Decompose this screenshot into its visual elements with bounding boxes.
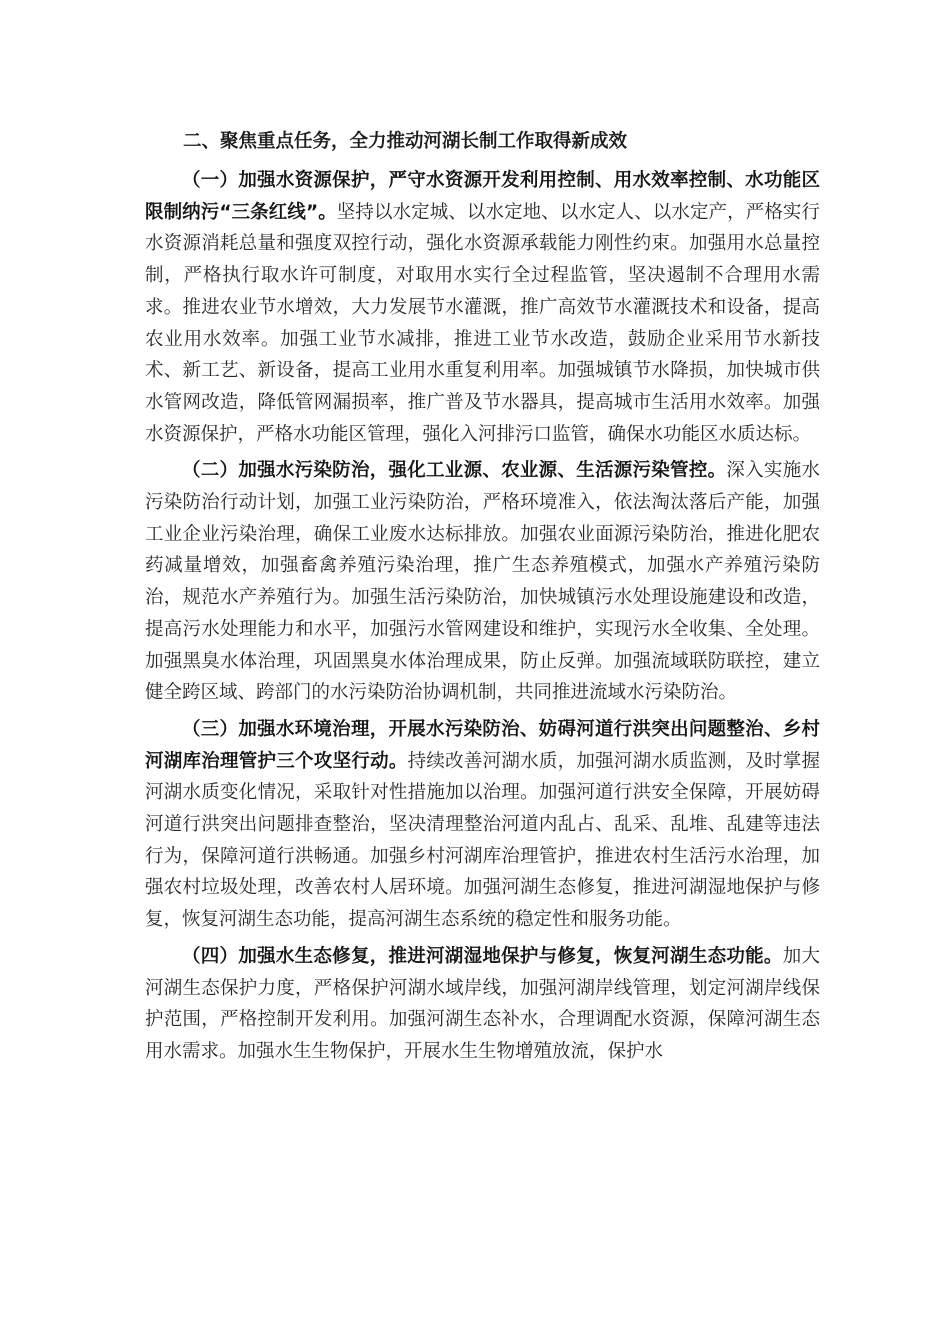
paragraph-lead: （一）加强水资源保护，严守水资源开发利用控制、用水效率控制、水功能区限制纳污“三条红线”。 [145, 170, 820, 223]
paragraph-body: 深入实施水污染防治行动计划，加强工业污染防治，严格环境准入，依法淘汰落后产能，加强工业企业污染治理，确保工业废水达标排放。加强农业面源污染防治，推进化肥农药减量增效，加强畜禽养殖污染治理，推广生态养殖模式，加强水产养殖污染防治，规范水产养殖行为。加强生活污染防治，加快城镇污水处理设施建设和改造，提高污水处理能力和水平，加强污水管网建设和维护，实现污水全收集、全处理。加强黑臭水体治理，巩固黑臭水体治理成果，防止反弹。加强流域联防联控，建立健全跨区域、跨部门的水污染防治协调机制，共同推进流域水污染防治。 [145, 460, 820, 704]
paragraph-water-resources [145, 165, 820, 450]
paragraph-body: 坚持以水定城、以水定地、以水定人、以水定产，严格实行水资源消耗总量和强度双控行动，强化水资源承载能力刚性约束。加强用水总量控制，严格执行取水许可制度，对取用水实行全过程监管，坚决遏制不合理用水需求。推进农业节水增效，大力发展节水灌溉，推广高效节水灌溉技术和设备，提高农业用水效率。加强工业节水减排，推进工业节水改造，鼓励企业采用节水新技术、新工艺、新设备，提高工业用水重复利用率。加强城镇节水降损，加快城市供水管网改造，降低管网漏损率，推广普及节水器具，提高城市生活用水效率。加强水资源保护，严格水功能区管理，强化入河排污口监管，确保水功能区水质达标。 [145, 201, 820, 445]
section-heading: 二、聚焦重点任务，全力推动河湖长制工作取得新成效 [183, 131, 628, 152]
paragraph-lead: （三）加强水环境治理，开展水污染防治、妨碍河道行洪突出问题整治、乡村河湖库治理管护三个攻坚行动。 [145, 718, 820, 772]
document-body [145, 124, 820, 1073]
paragraph-lead: （二）加强水污染防治，强化工业源、农业源、生活源污染管控。 [182, 460, 727, 482]
paragraph-environment-governance [145, 714, 820, 936]
paragraph-pollution-control [145, 455, 820, 709]
paragraph-body: 持续改善河湖水质，加强河湖水质监测，及时掌握河湖水质变化情况，采取针对性措施加以治理。加强河道行洪安全保障，开展妨碍河道行洪突出问题排查整治，坚决清理整治河道内乱占、乱采、乱堆、乱建等违法行为，保障河道行洪畅通。加强乡村河湖库治理管护，推进农村生活污水治理，加强农村垃圾处理，改善农村人居环境。加强河湖生态修复，推进河湖湿地保护与修复，恢复河湖生态功能，提高河湖生态系统的稳定性和服务功能。 [145, 750, 820, 931]
paragraph-ecological-restoration [145, 941, 820, 1068]
paragraph-lead: （四）加强水生态修复，推进河湖湿地保护与修复，恢复河湖生态功能。 [182, 945, 783, 967]
paragraph-body: 加大河湖生态保护力度，严格保护河湖水域岸线，加强河湖岸线管理，划定河湖岸线保护范围，严格控制开发利用。加强河湖生态补水，合理调配水资源，保障河湖生态用水需求。加强水生生物保护，开展水生生物增殖放流，保护水 [145, 945, 820, 1062]
